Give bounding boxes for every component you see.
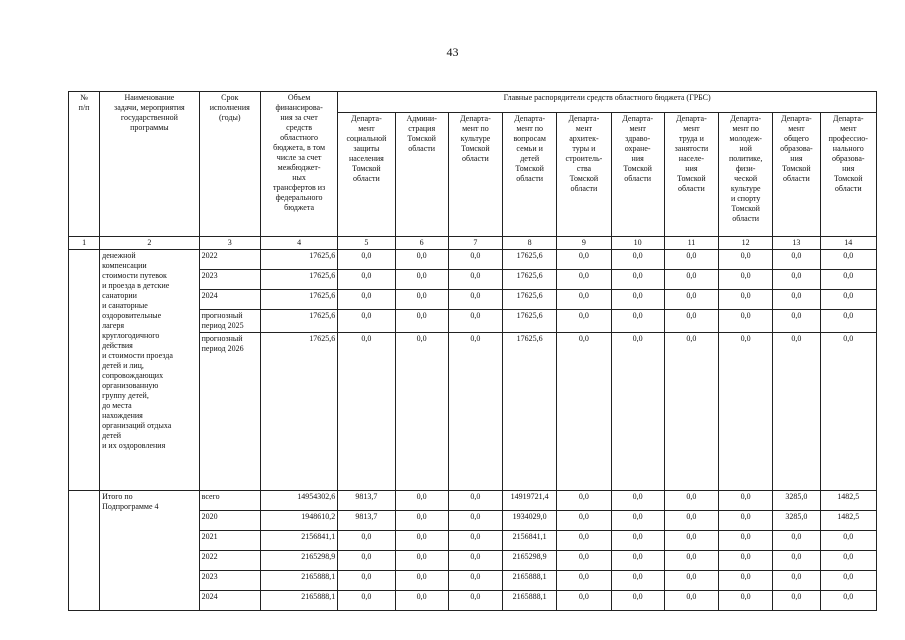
header-dept-health: Департа- мент здраво- охране- ния Томской области xyxy=(611,113,664,237)
department-value-cell: 0,0 xyxy=(395,290,448,310)
department-value-cell: 0,0 xyxy=(448,591,502,611)
department-value-cell: 0,0 xyxy=(820,591,876,611)
column-number: 3 xyxy=(199,237,260,250)
department-value-cell: 0,0 xyxy=(611,591,664,611)
department-value-cell: 0,0 xyxy=(395,571,448,591)
header-dept-professional-education: Департа- мент профессио- нального образова- ния Томской области xyxy=(820,113,876,237)
period-cell: 2023 xyxy=(199,270,260,290)
department-value-cell: 0,0 xyxy=(664,491,718,511)
column-number: 2 xyxy=(100,237,199,250)
budget-table xyxy=(68,91,877,611)
department-value-cell: 0,0 xyxy=(557,531,611,551)
period-cell: 2023 xyxy=(199,571,260,591)
department-value-cell: 0,0 xyxy=(448,531,502,551)
department-value-cell: 17625,6 xyxy=(503,290,557,310)
department-value-cell: 0,0 xyxy=(338,591,395,611)
department-value-cell: 0,0 xyxy=(448,551,502,571)
table-row xyxy=(69,250,877,270)
task-name-cell: денежной компенсации стоимости путевок и проезда в детские санатории и санаторные оздоровительные лагеря круглогодичного действия и стоимости проезда детей и лиц, сопровождающих организованную группу детей, до места нахождения организаций отдыха детей и их оздоровления xyxy=(100,250,199,491)
row-number-cell xyxy=(69,250,100,491)
department-value-cell: 0,0 xyxy=(448,290,502,310)
column-number: 6 xyxy=(395,237,448,250)
column-number: 14 xyxy=(820,237,876,250)
department-value-cell: 0,0 xyxy=(395,531,448,551)
department-value-cell: 0,0 xyxy=(395,333,448,491)
department-value-cell: 0,0 xyxy=(664,250,718,270)
department-value-cell: 3285,0 xyxy=(773,491,820,511)
header-dept-social: Департа- мент социальной защиты населения Томской области xyxy=(338,113,395,237)
department-value-cell: 0,0 xyxy=(664,591,718,611)
department-value-cell: 0,0 xyxy=(395,310,448,333)
period-cell: 2020 xyxy=(199,511,260,531)
department-value-cell: 17625,6 xyxy=(503,270,557,290)
header-dept-family: Департа- мент по вопросам семьи и детей Томской области xyxy=(503,113,557,237)
period-cell: 2022 xyxy=(199,250,260,270)
department-value-cell: 17625,6 xyxy=(503,250,557,270)
total-value-cell: 2165888,1 xyxy=(260,591,337,611)
department-value-cell: 0,0 xyxy=(338,270,395,290)
department-value-cell: 0,0 xyxy=(820,250,876,270)
page-number: 43 xyxy=(446,45,459,59)
department-value-cell: 0,0 xyxy=(773,333,820,491)
period-cell: прогнозный период 2025 xyxy=(199,310,260,333)
department-value-cell: 0,0 xyxy=(820,290,876,310)
department-value-cell: 0,0 xyxy=(448,571,502,591)
department-value-cell: 0,0 xyxy=(557,290,611,310)
period-cell: 2022 xyxy=(199,551,260,571)
department-value-cell: 1934029,0 xyxy=(503,511,557,531)
department-value-cell: 0,0 xyxy=(820,333,876,491)
department-value-cell: 0,0 xyxy=(557,310,611,333)
column-number: 9 xyxy=(557,237,611,250)
column-number: 12 xyxy=(719,237,773,250)
department-value-cell: 0,0 xyxy=(719,333,773,491)
department-value-cell: 0,0 xyxy=(448,491,502,511)
department-value-cell: 0,0 xyxy=(448,270,502,290)
period-cell: всего xyxy=(199,491,260,511)
department-value-cell: 0,0 xyxy=(395,591,448,611)
department-value-cell: 0,0 xyxy=(664,551,718,571)
department-value-cell: 9813,7 xyxy=(338,511,395,531)
header-dept-general-education: Департа- мент общего образова- ния Томской области xyxy=(773,113,820,237)
department-value-cell: 0,0 xyxy=(611,290,664,310)
department-value-cell: 0,0 xyxy=(448,250,502,270)
department-value-cell: 17625,6 xyxy=(503,333,557,491)
department-value-cell: 0,0 xyxy=(820,310,876,333)
department-value-cell: 0,0 xyxy=(719,571,773,591)
period-cell: прогнозный период 2026 xyxy=(199,333,260,491)
department-value-cell: 0,0 xyxy=(557,591,611,611)
period-cell: 2024 xyxy=(199,290,260,310)
department-value-cell: 0,0 xyxy=(338,551,395,571)
total-value-cell: 2165298,9 xyxy=(260,551,337,571)
department-value-cell: 0,0 xyxy=(773,250,820,270)
department-value-cell: 0,0 xyxy=(719,290,773,310)
department-value-cell: 0,0 xyxy=(664,511,718,531)
department-value-cell: 2156841,1 xyxy=(503,531,557,551)
department-value-cell: 0,0 xyxy=(664,290,718,310)
department-value-cell: 0,0 xyxy=(448,333,502,491)
department-value-cell: 0,0 xyxy=(395,491,448,511)
department-value-cell: 0,0 xyxy=(820,571,876,591)
department-value-cell: 0,0 xyxy=(664,310,718,333)
department-value-cell: 0,0 xyxy=(338,310,395,333)
department-value-cell: 0,0 xyxy=(773,551,820,571)
department-value-cell: 0,0 xyxy=(719,491,773,511)
department-value-cell: 3285,0 xyxy=(773,511,820,531)
department-value-cell: 0,0 xyxy=(820,270,876,290)
total-value-cell: 14954302,6 xyxy=(260,491,337,511)
department-value-cell: 0,0 xyxy=(338,531,395,551)
department-value-cell: 0,0 xyxy=(557,333,611,491)
department-value-cell: 1482,5 xyxy=(820,491,876,511)
department-value-cell: 0,0 xyxy=(719,591,773,611)
department-value-cell: 17625,6 xyxy=(503,310,557,333)
total-value-cell: 2165888,1 xyxy=(260,571,337,591)
department-value-cell: 0,0 xyxy=(820,531,876,551)
department-value-cell: 0,0 xyxy=(557,571,611,591)
department-value-cell: 0,0 xyxy=(557,511,611,531)
department-value-cell: 0,0 xyxy=(557,551,611,571)
department-value-cell: 0,0 xyxy=(664,333,718,491)
department-value-cell: 0,0 xyxy=(820,551,876,571)
column-number: 13 xyxy=(773,237,820,250)
department-value-cell: 0,0 xyxy=(719,551,773,571)
department-value-cell: 0,0 xyxy=(611,511,664,531)
table-row xyxy=(69,491,877,511)
department-value-cell: 0,0 xyxy=(719,270,773,290)
department-value-cell: 0,0 xyxy=(773,531,820,551)
department-value-cell: 0,0 xyxy=(338,290,395,310)
header-task-name: Наименование задачи, мероприятия государственной программы xyxy=(100,92,199,237)
department-value-cell: 0,0 xyxy=(557,491,611,511)
department-value-cell: 0,0 xyxy=(611,270,664,290)
row-number-cell xyxy=(69,491,100,611)
department-value-cell: 0,0 xyxy=(448,511,502,531)
department-value-cell: 2165888,1 xyxy=(503,591,557,611)
total-value-cell: 1948610,2 xyxy=(260,511,337,531)
header-term: Срок исполнения (годы) xyxy=(199,92,260,237)
column-number: 1 xyxy=(69,237,100,250)
department-value-cell: 0,0 xyxy=(719,531,773,551)
department-value-cell: 0,0 xyxy=(395,551,448,571)
header-row-1 xyxy=(69,92,877,113)
department-value-cell: 0,0 xyxy=(395,511,448,531)
department-value-cell: 0,0 xyxy=(338,250,395,270)
department-value-cell: 0,0 xyxy=(557,270,611,290)
department-value-cell: 0,0 xyxy=(338,571,395,591)
task-name-cell: Итого по Подпрограмме 4 xyxy=(100,491,199,611)
period-cell: 2024 xyxy=(199,591,260,611)
department-value-cell: 0,0 xyxy=(611,333,664,491)
department-value-cell: 0,0 xyxy=(395,250,448,270)
department-value-cell: 2165298,9 xyxy=(503,551,557,571)
header-dept-administration: Админи- страция Томской области xyxy=(395,113,448,237)
column-number: 11 xyxy=(664,237,718,250)
header-dept-architecture: Департа- мент архитек- туры и строитель- ства Томской области xyxy=(557,113,611,237)
header-dept-labor: Департа- мент труда и занятости населе- ния Томской области xyxy=(664,113,718,237)
department-value-cell: 0,0 xyxy=(719,310,773,333)
department-value-cell: 2165888,1 xyxy=(503,571,557,591)
header-number: № п/п xyxy=(69,92,100,237)
department-value-cell: 14919721,4 xyxy=(503,491,557,511)
department-value-cell: 0,0 xyxy=(611,491,664,511)
total-value-cell: 17625,6 xyxy=(260,270,337,290)
department-value-cell: 0,0 xyxy=(338,333,395,491)
department-value-cell: 0,0 xyxy=(719,250,773,270)
column-number: 7 xyxy=(448,237,502,250)
column-number: 10 xyxy=(611,237,664,250)
department-value-cell: 0,0 xyxy=(773,270,820,290)
department-value-cell: 1482,5 xyxy=(820,511,876,531)
column-number: 8 xyxy=(503,237,557,250)
department-value-cell: 0,0 xyxy=(557,250,611,270)
department-value-cell: 0,0 xyxy=(773,290,820,310)
department-value-cell: 0,0 xyxy=(664,531,718,551)
department-value-cell: 0,0 xyxy=(719,511,773,531)
column-number: 5 xyxy=(338,237,395,250)
total-value-cell: 17625,6 xyxy=(260,290,337,310)
department-value-cell: 0,0 xyxy=(664,270,718,290)
header-grbs: Главные распорядители средств областного бюджета (ГРБС) xyxy=(338,92,877,113)
total-value-cell: 2156841,1 xyxy=(260,531,337,551)
column-number: 4 xyxy=(260,237,337,250)
department-value-cell: 0,0 xyxy=(395,270,448,290)
department-value-cell: 0,0 xyxy=(773,591,820,611)
total-value-cell: 17625,6 xyxy=(260,333,337,491)
header-financing: Объем финансирова- ния за счет средств областного бюджета, в том числе за счет межбюджет- ных трансфертов из федерального бюджета xyxy=(260,92,337,237)
department-value-cell: 0,0 xyxy=(611,310,664,333)
department-value-cell: 9813,7 xyxy=(338,491,395,511)
total-value-cell: 17625,6 xyxy=(260,310,337,333)
total-value-cell: 17625,6 xyxy=(260,250,337,270)
column-number-row xyxy=(69,237,877,250)
department-value-cell: 0,0 xyxy=(773,310,820,333)
department-value-cell: 0,0 xyxy=(448,310,502,333)
header-dept-youth: Департа- мент по молодеж- ной политике, физи- ческой культуре и спорту Томской области xyxy=(719,113,773,237)
department-value-cell: 0,0 xyxy=(611,250,664,270)
department-value-cell: 0,0 xyxy=(611,551,664,571)
department-value-cell: 0,0 xyxy=(611,571,664,591)
header-dept-culture: Департа- мент по культуре Томской области xyxy=(448,113,502,237)
period-cell: 2021 xyxy=(199,531,260,551)
department-value-cell: 0,0 xyxy=(611,531,664,551)
department-value-cell: 0,0 xyxy=(664,571,718,591)
department-value-cell: 0,0 xyxy=(773,571,820,591)
